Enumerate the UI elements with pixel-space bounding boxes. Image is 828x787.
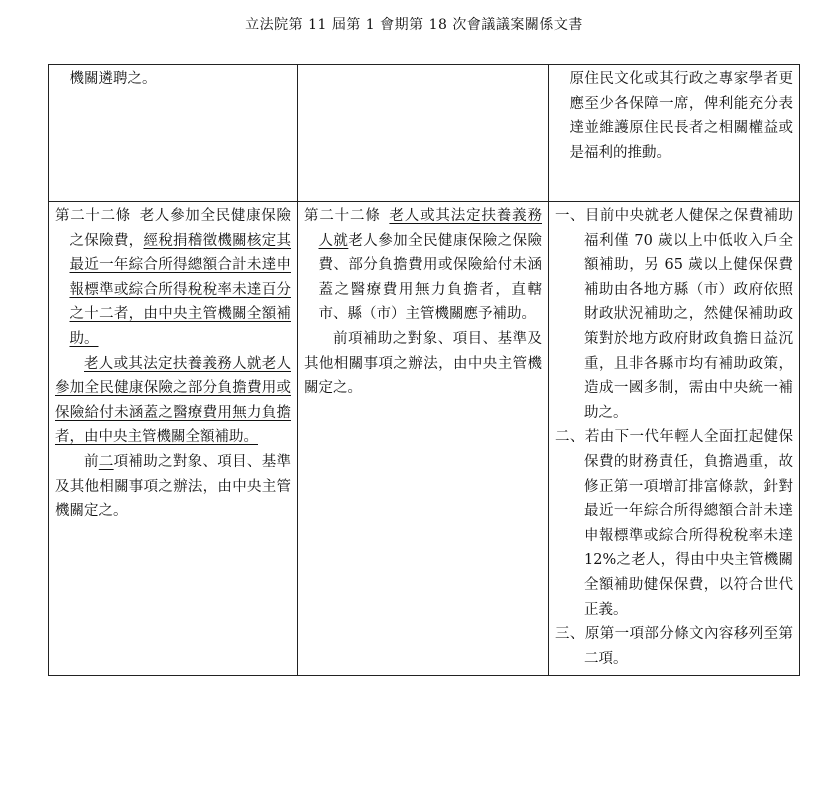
text-amended: 老人或其法定扶養義務人就老人參加全民健康保險之部分負擔費用或保險給付未涵蓋之醫療費用無力負擔者，由中央主管機關全額補助。 (55, 355, 291, 446)
table-row (49, 202, 800, 676)
proposed-paragraph-3 (55, 450, 291, 524)
explanation-cell (549, 202, 800, 676)
proposed-paragraph-1 (55, 204, 291, 352)
current-paragraph-2: 前項補助之對象、項目、基準及其他相關事項之辦法，由中央主管機關定之。 (304, 330, 542, 397)
item-text: 目前中央就老人健保之保費補助福利僅 70 歲以上中低收入戶全額補助，另 65 歲以上健保保費補助由各地方縣（市）政府依照財政狀況補助之，然健保補助政策對於地方政府財政負擔日益沉重，且非各縣市均有補助政策，造成一國多制，需由中央統一補助之。 (584, 208, 794, 421)
explanation-item (555, 622, 793, 671)
item-number: 一、 (555, 208, 585, 224)
proposed-text-cell (49, 65, 298, 202)
article-label: 第二十二條 (304, 208, 381, 224)
item-number: 三、 (555, 626, 585, 643)
text-amended: 老人或其法定扶養義務人就 (318, 208, 542, 249)
article-label: 第二十二條 (55, 208, 132, 224)
explanation-item (555, 425, 793, 622)
explanation-item (555, 204, 793, 425)
text-amended: 二 (98, 453, 114, 470)
proposed-paragraph-2 (55, 352, 291, 450)
bill-comparison-table (48, 64, 800, 676)
proposed-text-cell (49, 202, 298, 676)
table-row (49, 65, 800, 202)
item-text: 若由下一代年輕人全面扛起健保保費的財務責任，負擔過重，故修正第一項增訂排富條款，針對最近一年綜合所得總額合計未達申報標準或綜合所得稅稅率未達12%之老人，得由中央主管機關全額補助健保保費，以符合世代正義。 (584, 429, 794, 618)
current-text-cell (298, 65, 549, 202)
explanation-cell (549, 65, 800, 202)
current-text-cell (298, 202, 549, 676)
text-plain: 老人參加全民健康保險之保險費、部分負擔費用或保險給付未涵蓋之醫療費用無力負擔者，直轄市、縣（市）主管機關應予補助。 (318, 232, 543, 323)
text-amended: 經稅捐稽徵機關核定其最近一年綜合所得總額合計未達申報標準或綜合所得稅稅率未達百分之十二者，由中央主管機關全額補助。 (69, 232, 292, 347)
proposed-text-continuation: 機關遴聘之。 (69, 71, 157, 87)
text-plain: 項補助之對象、項目、基準及其他相關事項之辦法，由中央主管機關定之。 (55, 453, 292, 520)
text-plain: 前 (84, 453, 99, 470)
item-number: 二、 (555, 429, 585, 446)
page-header: 立法院第 11 屆第 1 會期第 18 次會議議案關係文書 (245, 17, 583, 33)
current-paragraph-1 (304, 204, 542, 327)
item-text: 原第一項部分條文內容移列至第二項。 (584, 626, 794, 667)
text-plain: 老人參加全民健康保險之保險費， (69, 208, 292, 249)
explanation-continuation: 原住民文化或其行政之專家學者更應至少各保障一席，俾利能充分表達並維護原住民長者之相關權益或是福利的推動。 (569, 71, 793, 161)
